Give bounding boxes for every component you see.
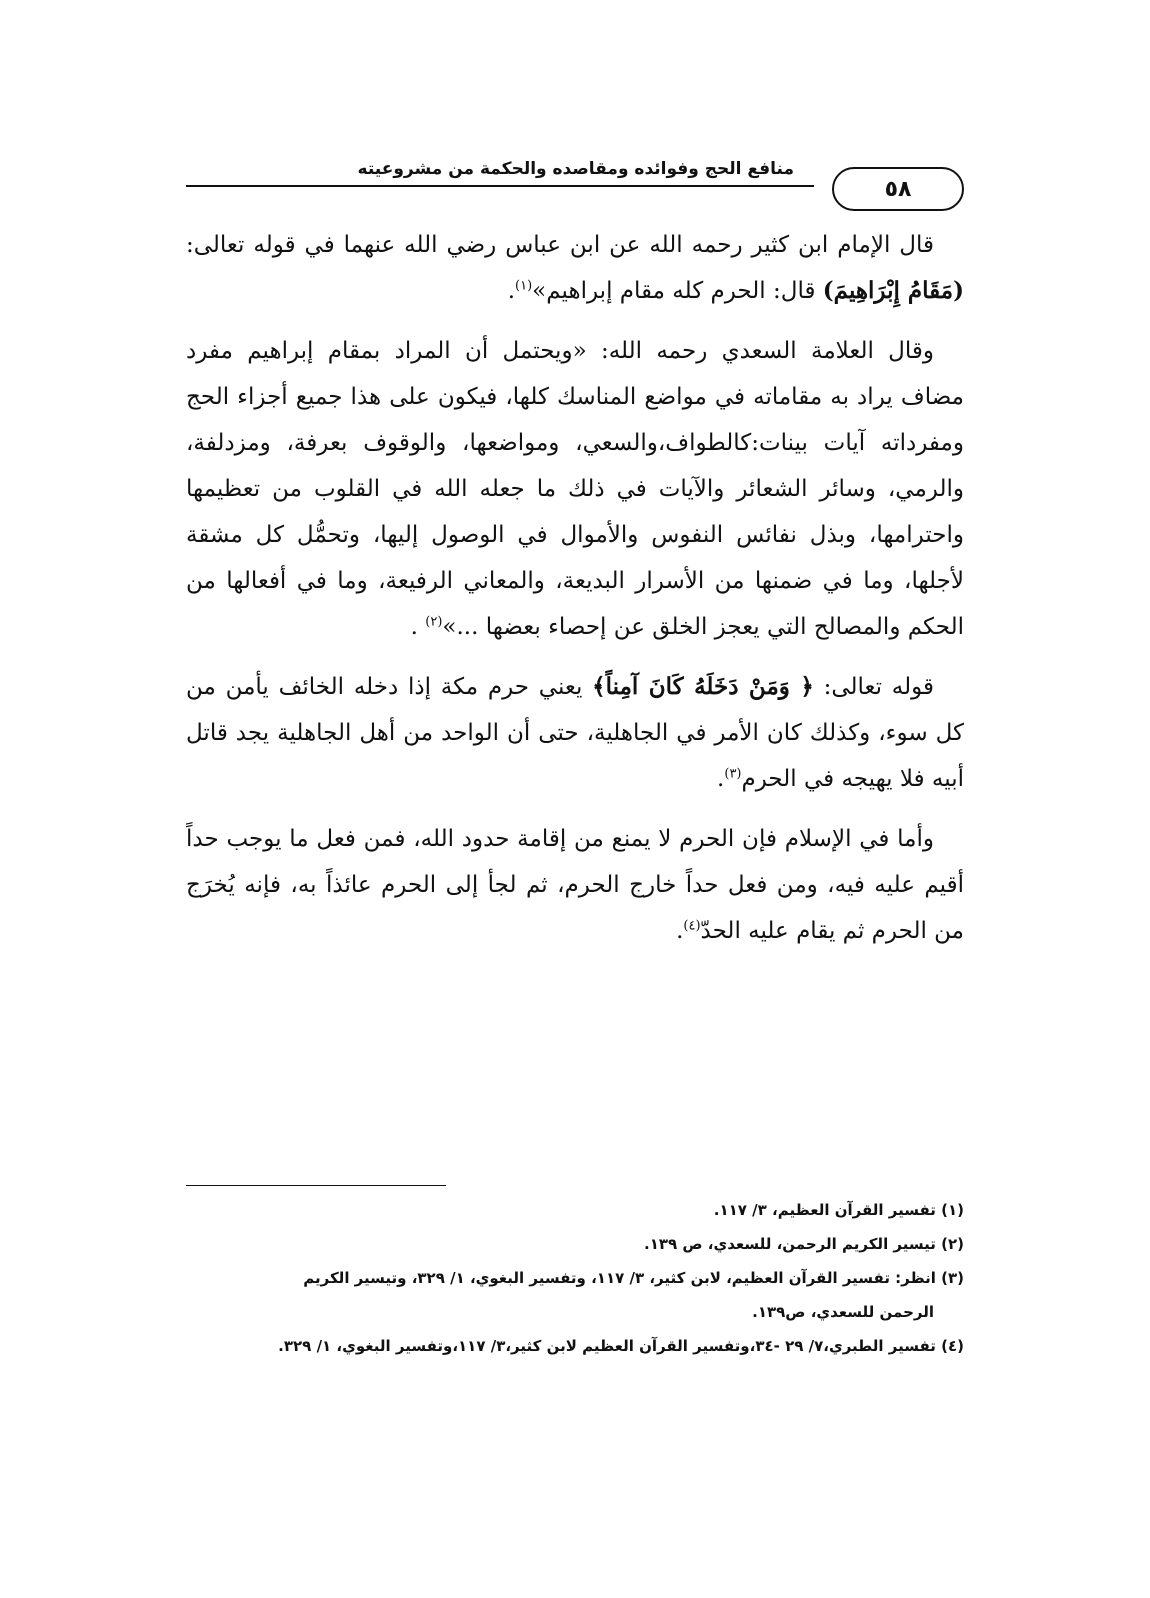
running-title: منافع الحج وفوائده ومقاصده والحكمة من مشروعيته: [357, 159, 794, 179]
footnote-1: (١) تفسير القرآن العظيم، ٣/ ١١٧.: [713, 1201, 964, 1219]
footnote-separator: [186, 1185, 446, 1186]
main-text: [186, 222, 964, 968]
paragraph-1-rest: قال: الحرم كله مقام إبراهيم»: [532, 278, 816, 304]
footnote-3: (٣) انظر: تفسير القرآن العظيم، لابن كثير، ٣/ ١١٧، وتفسير البغوي، ١/ ٣٢٩، وتيسير الكريم: [303, 1269, 964, 1287]
paragraph-4: وأما في الإسلام فإن الحرم لا يمنع من إقامة حدود الله، فمن فعل ما يوجب حداً أقيم عليه فيه، ومن فعل حداً خارج الحرم، ثم لجأ إلى الحرم عائذاً به، فإنه يُخرَج من الحرم ثم يقام عليه الحدّ$^{(٤)}$.: [186, 826, 964, 944]
quran-quote-1: (مَقَامُ إِبْرَاهِيمَ): [822, 277, 964, 304]
paragraph-3-intro: قوله تعالى:: [823, 674, 934, 700]
footnote-ref-2[interactable]: (٢): [425, 614, 443, 630]
header-rule: [186, 185, 814, 187]
footnotes: [186, 1193, 964, 1363]
footnote-ref-1[interactable]: (١): [515, 278, 533, 294]
paragraph-1-intro: قال الإمام ابن كثير رحمه الله عن ابن عباس رضي الله عنهما في قوله تعالى:: [186, 232, 934, 258]
paragraph-3-rest: يعني حرم مكة إذا دخله الخائف يأمن من كل سوء، وكذلك كان الأمر في الجاهلية، حتى أن الواحد من أهل الجاهلية يجد قاتل أبيه فلا يهيجه في الحرم: [186, 674, 964, 792]
footnote-3-continuation: الرحمن للسعدي، ص١٣٩.: [752, 1303, 934, 1321]
footnote-ref-3[interactable]: (٣): [724, 766, 742, 782]
footnote-2: (٢) تيسير الكريم الرحمن، للسعدي، ص ١٣٩.: [643, 1235, 964, 1253]
quran-quote-2: ﴿ وَمَنْ دَخَلَهُ كَانَ آمِناً﴾: [592, 673, 814, 700]
paragraph-3: قوله تعالى: ﴿ وَمَنْ دَخَلَهُ كَانَ آمِناً﴾ يعني حرم مكة إذا دخله الخائف يأمن من كل سوء، وكذلك كان الأمر في الجاهلية، حتى أن الواحد من أهل الجاهلية يجد قاتل أبيه فلا يهيجه في الحرم$^{(٣)}$.: [186, 673, 964, 792]
paragraph-1: قال الإمام ابن كثير رحمه الله عن ابن عباس رضي الله عنهما في قوله تعالى: (مَقَامُ إِبْرَاهِيمَ) قال: الحرم كله مقام إبراهيم»$^{(١)}$.: [186, 232, 964, 304]
page-number-badge: ٥٨: [832, 167, 964, 211]
page-header: [186, 155, 964, 202]
paragraph-4-text: وأما في الإسلام فإن الحرم لا يمنع من إقامة حدود الله، فمن فعل ما يوجب حداً أقيم عليه فيه، ومن فعل حداً خارج الحرم، ثم لجأ إلى الحرم عائذاً به، فإنه يُخرَج من الحرم ثم يقام عليه الحدّ: [186, 826, 964, 944]
paragraph-2: وقال العلامة السعدي رحمه الله: «ويحتمل أن المراد بمقام إبراهيم مفرد مضاف يراد به مقاماته في مواضع المناسك كلها، فيكون على هذا جميع أجزاء الحج ومفرداته آيات بينات:كالطواف،والسعي، ومواضعها، والوقوف بعرفة، ومزدلفة، والرمي، وسائر الشعائر والآيات في ذلك ما جعله الله في القلوب من تعظيمها واحترامها، وبذل نفائس النفوس والأموال في الوصول إليها، وتحمُّل كل مشقة لأجلها، وما في ضمنها من الأسرار البديعة، والمعاني الرفيعة، وما في أفعالها من الحكم والمصالح التي يعجز الخلق عن إحصاء بعضها ...»$^{(٢)}$ .: [186, 338, 964, 640]
footnote-ref-4[interactable]: (٤): [683, 918, 701, 934]
footnote-4: (٤) تفسير الطبري،٧/ ٢٩ -٣٤،وتفسير القرآن العظيم لابن كثير،٣/ ١١٧،وتفسير البغوي، ١/ ٣٢٩.: [278, 1337, 964, 1355]
paragraph-2-text: وقال العلامة السعدي رحمه الله: «ويحتمل أن المراد بمقام إبراهيم مفرد مضاف يراد به مقاماته في مواضع المناسك كلها، فيكون على هذا جميع أجزاء الحج ومفرداته آيات بينات:كالطواف،والسعي، ومواضعها، والوقوف بعرفة، ومزدلفة، والرمي، وسائر الشعائر والآيات في ذلك ما جعله الله في القلوب من تعظيمها واحترامها، وبذل نفائس النفوس والأموال في الوصول إليها، وتحمُّل كل مشقة لأجلها، وما في ضمنها من الأسرار البديعة، والمعاني الرفيعة، وما في أفعالها من الحكم والمصالح التي يعجز الخلق عن إحصاء بعضها ...»: [186, 338, 964, 640]
